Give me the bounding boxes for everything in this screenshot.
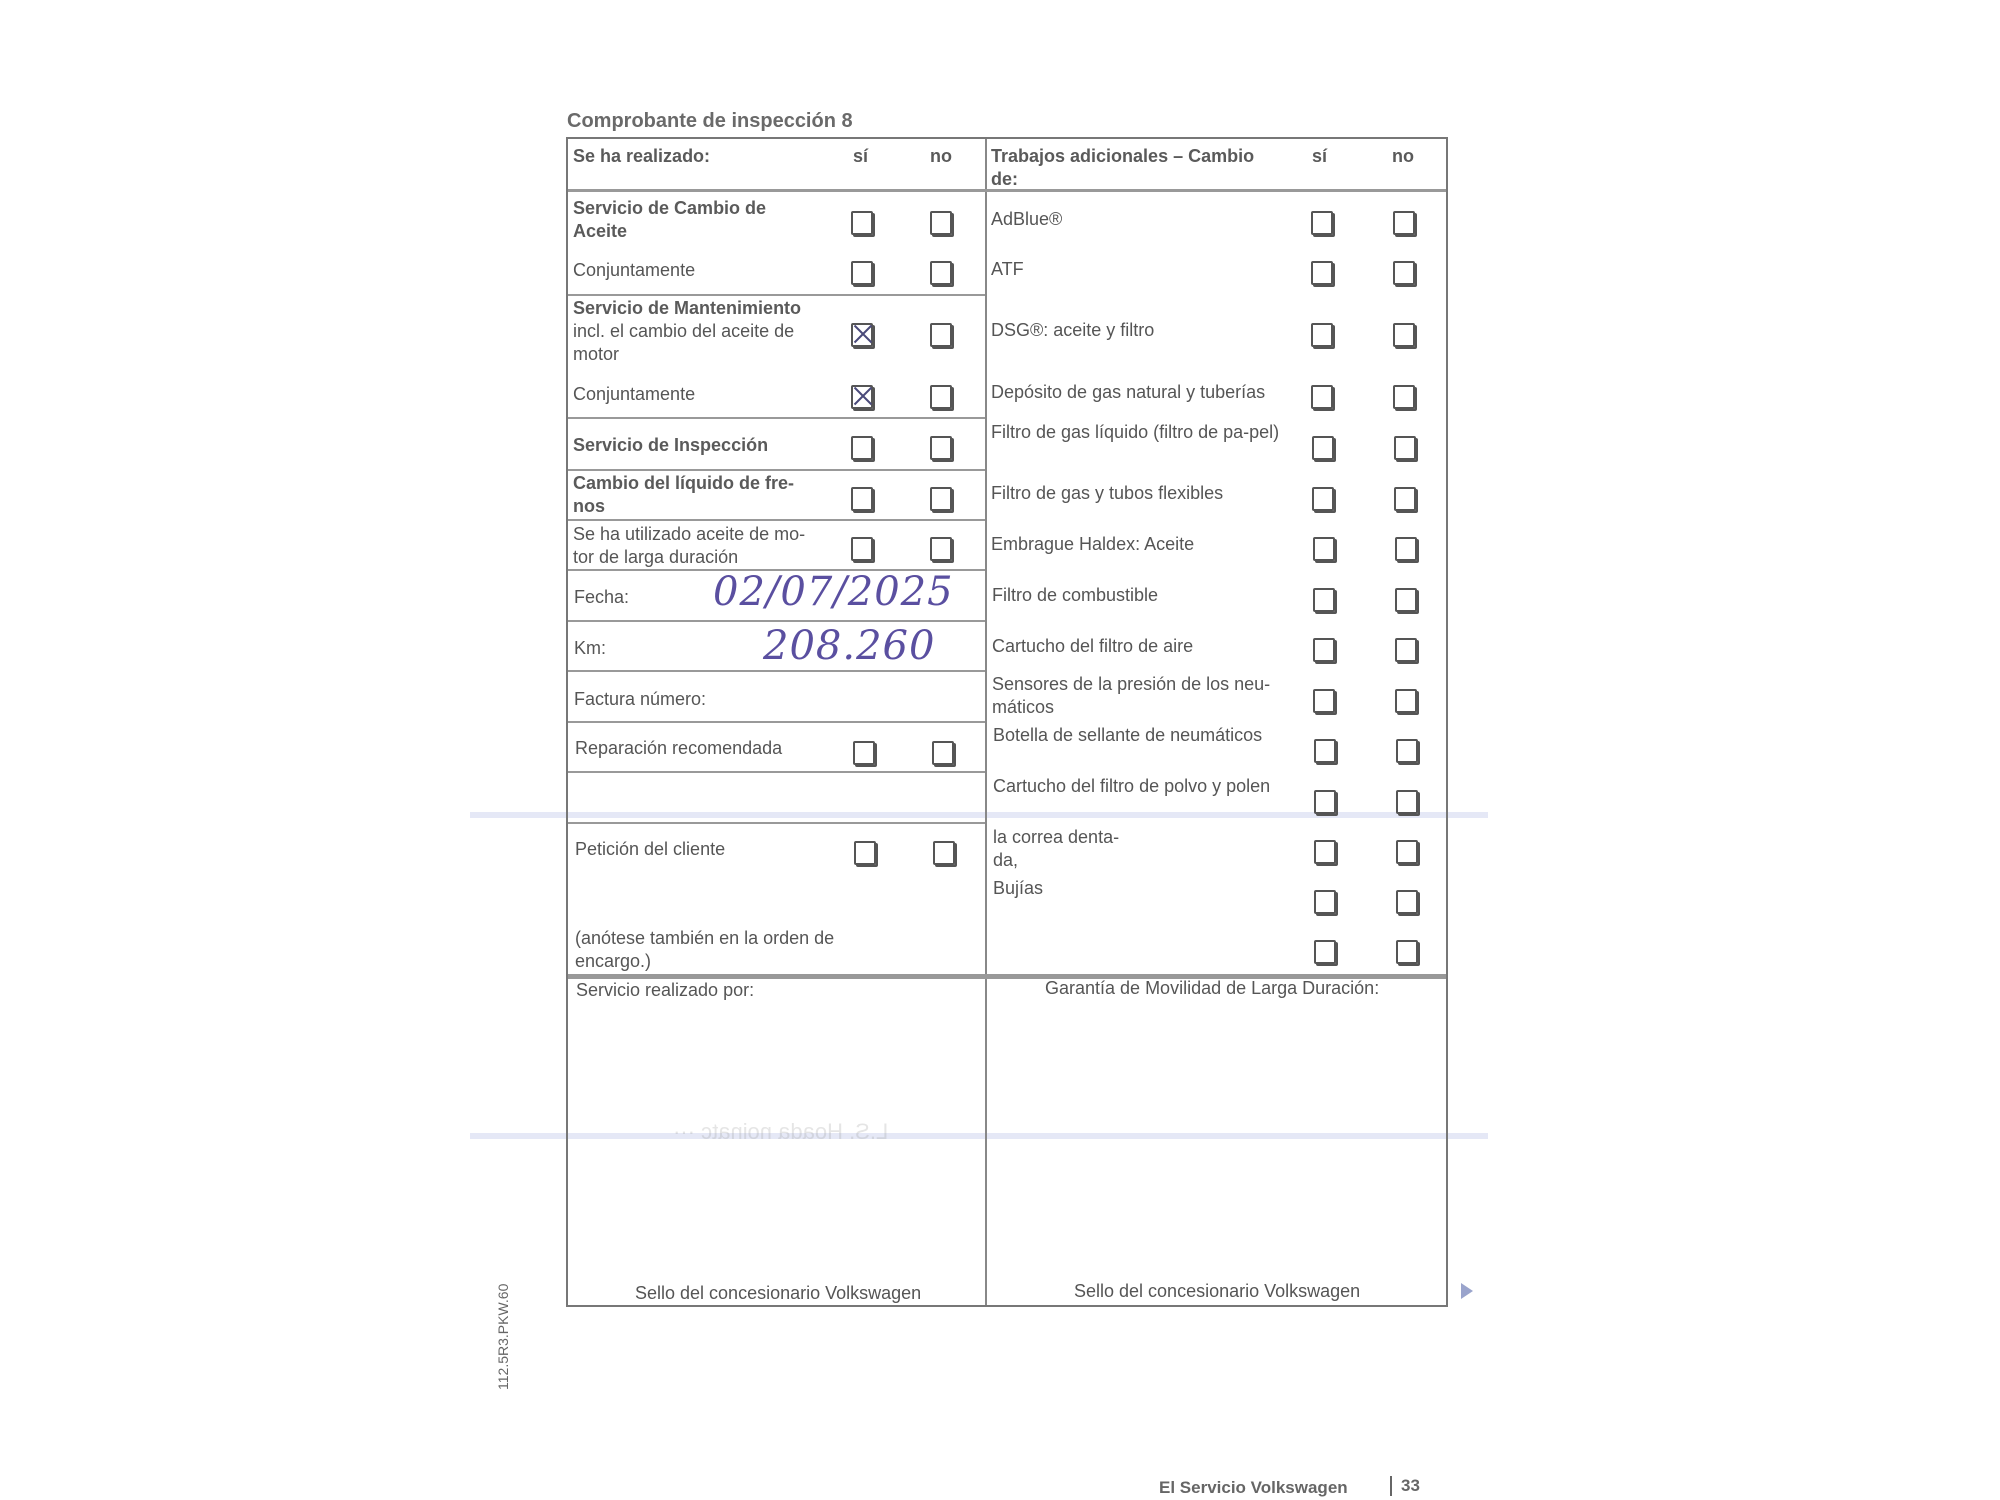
right-row-correa: la correa denta-da, bbox=[993, 827, 1120, 870]
stamp-left-label: Sello del concesionario Volkswagen bbox=[635, 1283, 922, 1303]
row-line bbox=[568, 822, 985, 824]
left-header-yes: sí bbox=[853, 146, 869, 166]
checkbox-botella-sellante-no[interactable] bbox=[1396, 739, 1418, 763]
checkbox-correa-no[interactable] bbox=[1396, 840, 1418, 864]
checkbox-peticion-yes[interactable] bbox=[854, 841, 876, 865]
right-row-filtro-aire: Cartucho del filtro de aire bbox=[992, 636, 1194, 656]
peticion-label: Petición del cliente bbox=[575, 839, 726, 859]
checkbox-filtro-gas-liquido-yes[interactable] bbox=[1312, 436, 1334, 460]
right-row-filtro-combustible: Filtro de combustible bbox=[992, 585, 1159, 605]
checkbox-long-life-oil-yes[interactable] bbox=[851, 537, 873, 561]
checkbox-brake-fluid-yes[interactable] bbox=[851, 487, 873, 511]
checkbox-filtro-polen-no[interactable] bbox=[1396, 790, 1418, 814]
right-row-bujias: Bujías bbox=[993, 878, 1044, 898]
checkbox-atf-no[interactable] bbox=[1393, 261, 1415, 285]
row-line bbox=[568, 771, 985, 773]
right-row-haldex: Embrague Haldex: Aceite bbox=[991, 534, 1195, 554]
row-label-long-life-oil: Se ha utilizado aceite de mo-tor de larga duración bbox=[573, 524, 806, 567]
checkbox-filtro-polen-yes[interactable] bbox=[1314, 790, 1336, 814]
checkbox-haldex-yes[interactable] bbox=[1313, 537, 1335, 561]
service-by-label: Servicio realizado por: bbox=[576, 980, 755, 1000]
inspection-form bbox=[566, 137, 1448, 1307]
right-row-filtro-polen: Cartucho del filtro de polvo y polen bbox=[993, 776, 1271, 796]
checkbox-filtro-combustible-yes[interactable] bbox=[1313, 588, 1335, 612]
page-number: 33 bbox=[1401, 1476, 1420, 1495]
factura-label: Factura número: bbox=[574, 689, 707, 709]
checkbox-oil-change-yes[interactable] bbox=[851, 211, 873, 235]
checkbox-correa-yes[interactable] bbox=[1314, 840, 1336, 864]
right-header-no: no bbox=[1392, 146, 1414, 166]
checkbox-filtro-aire-no[interactable] bbox=[1395, 638, 1417, 662]
stamp-right-label: Sello del concesionario Volkswagen bbox=[1074, 1281, 1361, 1301]
form-title: Comprobante de inspección 8 bbox=[567, 110, 853, 132]
checkbox-botella-sellante-yes[interactable] bbox=[1314, 739, 1336, 763]
right-header-yes: sí bbox=[1312, 146, 1328, 166]
right-row-adblue: AdBlue® bbox=[991, 209, 1063, 229]
bleed-through-text: L.S. Hoada noinatc ··· bbox=[673, 1119, 889, 1144]
row-label-brake-fluid: Cambio del líquido de fre-nos bbox=[573, 473, 795, 516]
row-label-inspection: Servicio de Inspección bbox=[573, 435, 769, 455]
row-label-conjuntamente-1: Conjuntamente bbox=[573, 260, 696, 280]
row-line bbox=[568, 417, 985, 419]
checkbox-filtro-gas-liquido-no[interactable] bbox=[1394, 436, 1416, 460]
checkbox-extra-yes[interactable] bbox=[1314, 940, 1336, 964]
km-handwritten-value: 208.260 bbox=[763, 623, 936, 669]
footer-separator bbox=[1390, 1476, 1392, 1496]
checkbox-maintenance-no[interactable] bbox=[930, 323, 952, 347]
fecha-handwritten-value: 02/07/2025 bbox=[713, 569, 954, 615]
header-divider bbox=[568, 189, 1446, 192]
row-line bbox=[568, 670, 985, 672]
checkbox-maintenance-yes[interactable] bbox=[851, 323, 873, 347]
checkbox-dsg-no[interactable] bbox=[1393, 323, 1415, 347]
row-line bbox=[568, 469, 985, 471]
checkbox-dsg-yes[interactable] bbox=[1311, 323, 1333, 347]
checkbox-filtro-aire-yes[interactable] bbox=[1313, 638, 1335, 662]
row-label-maintenance-bold: Servicio de Mantenimiento bbox=[573, 298, 802, 318]
row-line bbox=[568, 294, 985, 296]
row-label-conjuntamente-2: Conjuntamente bbox=[573, 384, 696, 404]
checkbox-sensores-no[interactable] bbox=[1395, 689, 1417, 713]
left-header-no: no bbox=[930, 146, 952, 166]
right-row-sensores: Sensores de la presión de los neu-máticos bbox=[992, 674, 1271, 717]
checkbox-inspection-yes[interactable] bbox=[851, 436, 873, 460]
checkbox-filtro-gas-tubos-yes[interactable] bbox=[1312, 487, 1334, 511]
checkbox-adblue-no[interactable] bbox=[1393, 211, 1415, 235]
km-label: Km: bbox=[574, 638, 607, 658]
column-divider bbox=[985, 139, 987, 1305]
right-row-gas-natural: Depósito de gas natural y tuberías bbox=[991, 382, 1266, 402]
peticion-note: (anótese también en la orden de encargo.) bbox=[575, 928, 835, 971]
right-row-filtro-gas-liquido: Filtro de gas líquido (filtro de pa-pel) bbox=[991, 422, 1280, 442]
checkbox-oil-change-no[interactable] bbox=[930, 211, 952, 235]
checkbox-bujias-no[interactable] bbox=[1396, 890, 1418, 914]
checkbox-long-life-oil-no[interactable] bbox=[930, 537, 952, 561]
checkbox-reparacion-yes[interactable] bbox=[853, 741, 875, 765]
checkbox-peticion-no[interactable] bbox=[933, 841, 955, 865]
right-header-label: Trabajos adicionales – Cambio de: bbox=[991, 146, 1255, 189]
checkbox-inspection-no[interactable] bbox=[930, 436, 952, 460]
checkbox-filtro-gas-tubos-no[interactable] bbox=[1394, 487, 1416, 511]
checkbox-conjuntamente-2-yes[interactable] bbox=[851, 385, 873, 409]
checkbox-haldex-no[interactable] bbox=[1395, 537, 1417, 561]
row-line bbox=[568, 519, 985, 521]
side-code: 112.5R3.PKW.60 bbox=[495, 1283, 511, 1390]
right-row-dsg: DSG®: aceite y filtro bbox=[991, 320, 1155, 340]
footer-title: El Servicio Volkswagen bbox=[1159, 1478, 1348, 1497]
checkbox-conjuntamente-1-yes[interactable] bbox=[851, 261, 873, 285]
fecha-label: Fecha: bbox=[574, 587, 630, 607]
left-header-label: Se ha realizado: bbox=[573, 146, 711, 166]
checkbox-extra-no[interactable] bbox=[1396, 940, 1418, 964]
row-line bbox=[568, 721, 985, 723]
checkbox-sensores-yes[interactable] bbox=[1313, 689, 1335, 713]
checkbox-gas-natural-no[interactable] bbox=[1393, 385, 1415, 409]
checkbox-atf-yes[interactable] bbox=[1311, 261, 1333, 285]
right-row-atf: ATF bbox=[991, 259, 1024, 279]
right-row-botella-sellante: Botella de sellante de neumáticos bbox=[993, 725, 1263, 745]
row-label-maintenance-detail: incl. el cambio del aceite de motor bbox=[573, 321, 795, 364]
row-label-oil-change: Servicio de Cambio de Aceite bbox=[573, 198, 767, 241]
right-row-filtro-gas-tubos: Filtro de gas y tubos flexibles bbox=[991, 483, 1224, 503]
row-line bbox=[568, 620, 985, 622]
continue-arrow-icon bbox=[1461, 1283, 1473, 1299]
garantia-label: Garantía de Movilidad de Larga Duración: bbox=[1045, 978, 1380, 998]
checkbox-filtro-combustible-no[interactable] bbox=[1395, 588, 1417, 612]
checkbox-brake-fluid-no[interactable] bbox=[930, 487, 952, 511]
checkbox-bujias-yes[interactable] bbox=[1314, 890, 1336, 914]
checkbox-adblue-yes[interactable] bbox=[1311, 211, 1333, 235]
checkbox-conjuntamente-1-no[interactable] bbox=[930, 261, 952, 285]
checkbox-reparacion-no[interactable] bbox=[932, 741, 954, 765]
checkbox-conjuntamente-2-no[interactable] bbox=[930, 385, 952, 409]
row-label-maintenance bbox=[573, 297, 823, 366]
reparacion-label: Reparación recomendada bbox=[575, 738, 783, 758]
checkbox-gas-natural-yes[interactable] bbox=[1311, 385, 1333, 409]
